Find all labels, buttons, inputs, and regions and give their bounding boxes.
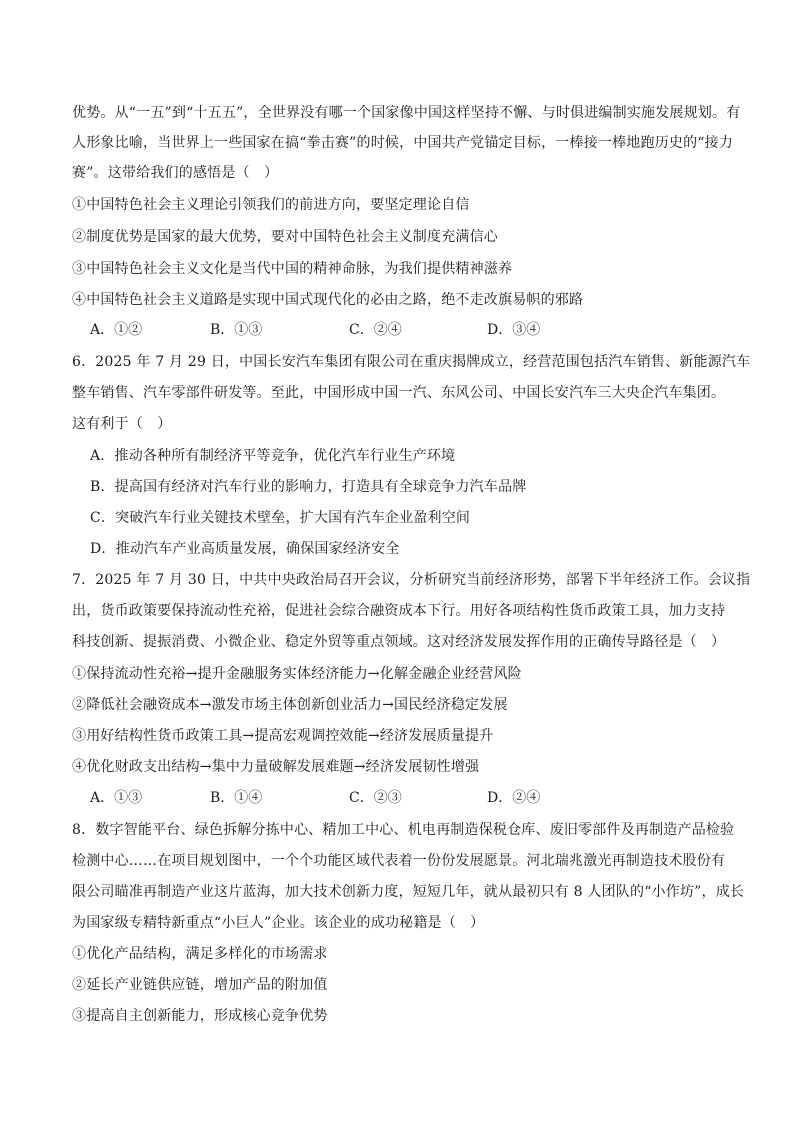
- q7-option-a[interactable]: A．①③: [90, 790, 143, 806]
- q7-statement: ①保持流动性充裕→提升金融服务实体经济能力→化解金融企业经营风险: [72, 666, 522, 682]
- q6-stem-line: 整车销售、汽车零部件研发等。至此，中国形成中国一汽、东风公司、中国长安汽车三大央企汽车集团。: [72, 385, 726, 401]
- q7-option-d[interactable]: D．②④: [487, 790, 541, 806]
- q8-stem-line: 限公司瞄准再制造产业这片蓝海，加大技术创新力度，短短几年，就从最初只有 8 人团队的“小作坊”，成长: [72, 884, 745, 900]
- q5-option-b[interactable]: B．①③: [210, 322, 263, 338]
- q8-stem-line: 为国家级专精特新重点“小巨人”企业。该企业的成功秘籍是（ ）: [72, 915, 485, 931]
- q5-statement: ②制度优势是国家的最大优势，要对中国特色社会主义制度充满信心: [72, 229, 498, 245]
- q5-stem-line: 赛”。这带给我们的感悟是（ ）: [72, 165, 279, 181]
- q8-stem-line: 检测中心……在项目规划图中，一个个功能区域代表着一份份发展愿景。河北瑞兆激光再制造技术股份有: [72, 853, 726, 869]
- q5-option-d[interactable]: D．③④: [487, 322, 541, 338]
- q6-stem-line: 这有利于（ ）: [72, 416, 172, 432]
- q5-option-a[interactable]: A．①②: [90, 322, 143, 338]
- q6-option-a[interactable]: A．推动各种所有制经济平等竞争，优化汽车行业生产环境: [90, 448, 456, 464]
- q6-stem-line: 6．2025 年 7 月 29 日，中国长安汽车集团有限公司在重庆揭牌成立，经营范围包括汽车销售、新能源汽车: [72, 354, 751, 370]
- q5-statement: ③中国特色社会主义文化是当代中国的精神命脉，为我们提供精神滋养: [72, 261, 513, 277]
- q7-options: [90, 788, 690, 808]
- q5-statement: ④中国特色社会主义道路是实现中国式现代化的必由之路，绝不走改旗易帜的邪路: [72, 292, 584, 308]
- q8-statement: ①优化产品结构，满足多样化的市场需求: [72, 946, 328, 962]
- q7-option-b[interactable]: B．①④: [210, 790, 263, 806]
- q5-options: [90, 320, 690, 340]
- q7-stem-line: 7．2025 年 7 月 30 日，中共中央政治局召开会议，分析研究当前经济形势，部署下半年经济工作。会议指: [72, 572, 751, 588]
- q7-option-c[interactable]: C．②③: [349, 790, 402, 806]
- q7-stem-line: 科技创新、提振消费、小微企业、稳定外贸等重点领域。这对经济发展发挥作用的正确传导路径是（ ）: [72, 634, 726, 650]
- q6-option-c[interactable]: C．突破汽车行业关键技术壁垒，扩大国有汽车企业盈利空间: [90, 510, 471, 526]
- q6-option-b[interactable]: B．提高国有经济对汽车行业的影响力，打造具有全球竞争力汽车品牌: [90, 479, 527, 495]
- q8-statement: ③提高自主创新能力，形成核心竞争优势: [72, 1008, 328, 1024]
- q5-option-c[interactable]: C．②④: [349, 322, 402, 338]
- q5-stem-line: 人形象比喻，当世界上一些国家在搞“拳击赛”的时候，中国共产党锚定目标，一棒接一棒地跑历史的“接力: [72, 135, 734, 151]
- q6-option-d[interactable]: D．推动汽车产业高质量发展，确保国家经济安全: [90, 541, 400, 557]
- q8-statement: ②延长产业链供应链，增加产品的附加值: [72, 977, 328, 993]
- q7-stem-line: 出，货币政策要保持流动性充裕，促进社会综合融资成本下行。用好各项结构性货币政策工具，加力支持: [72, 603, 726, 619]
- q7-statement: ②降低社会融资成本→激发市场主体创新创业活力→国民经济稳定发展: [72, 697, 508, 713]
- q5-stem-line: 优势。从“一五”到“十五五”，全世界没有哪一个国家像中国这样坚持不懈、与时俱进编制实施发展规划。有: [72, 105, 741, 121]
- q7-statement: ③用好结构性货币政策工具→提高宏观调控效能→经济发展质量提升: [72, 728, 494, 744]
- q7-statement: ④优化财政支出结构→集中力量破解发展难题→经济发展韧性增强: [72, 759, 480, 775]
- q8-stem-line: 8．数字智能平台、绿色拆解分拣中心、精加工中心、机电再制造保税仓库、废旧零部件及再制造产品检验: [72, 822, 735, 838]
- q5-statement: ①中国特色社会主义理论引领我们的前进方向，要坚定理论自信: [72, 197, 470, 213]
